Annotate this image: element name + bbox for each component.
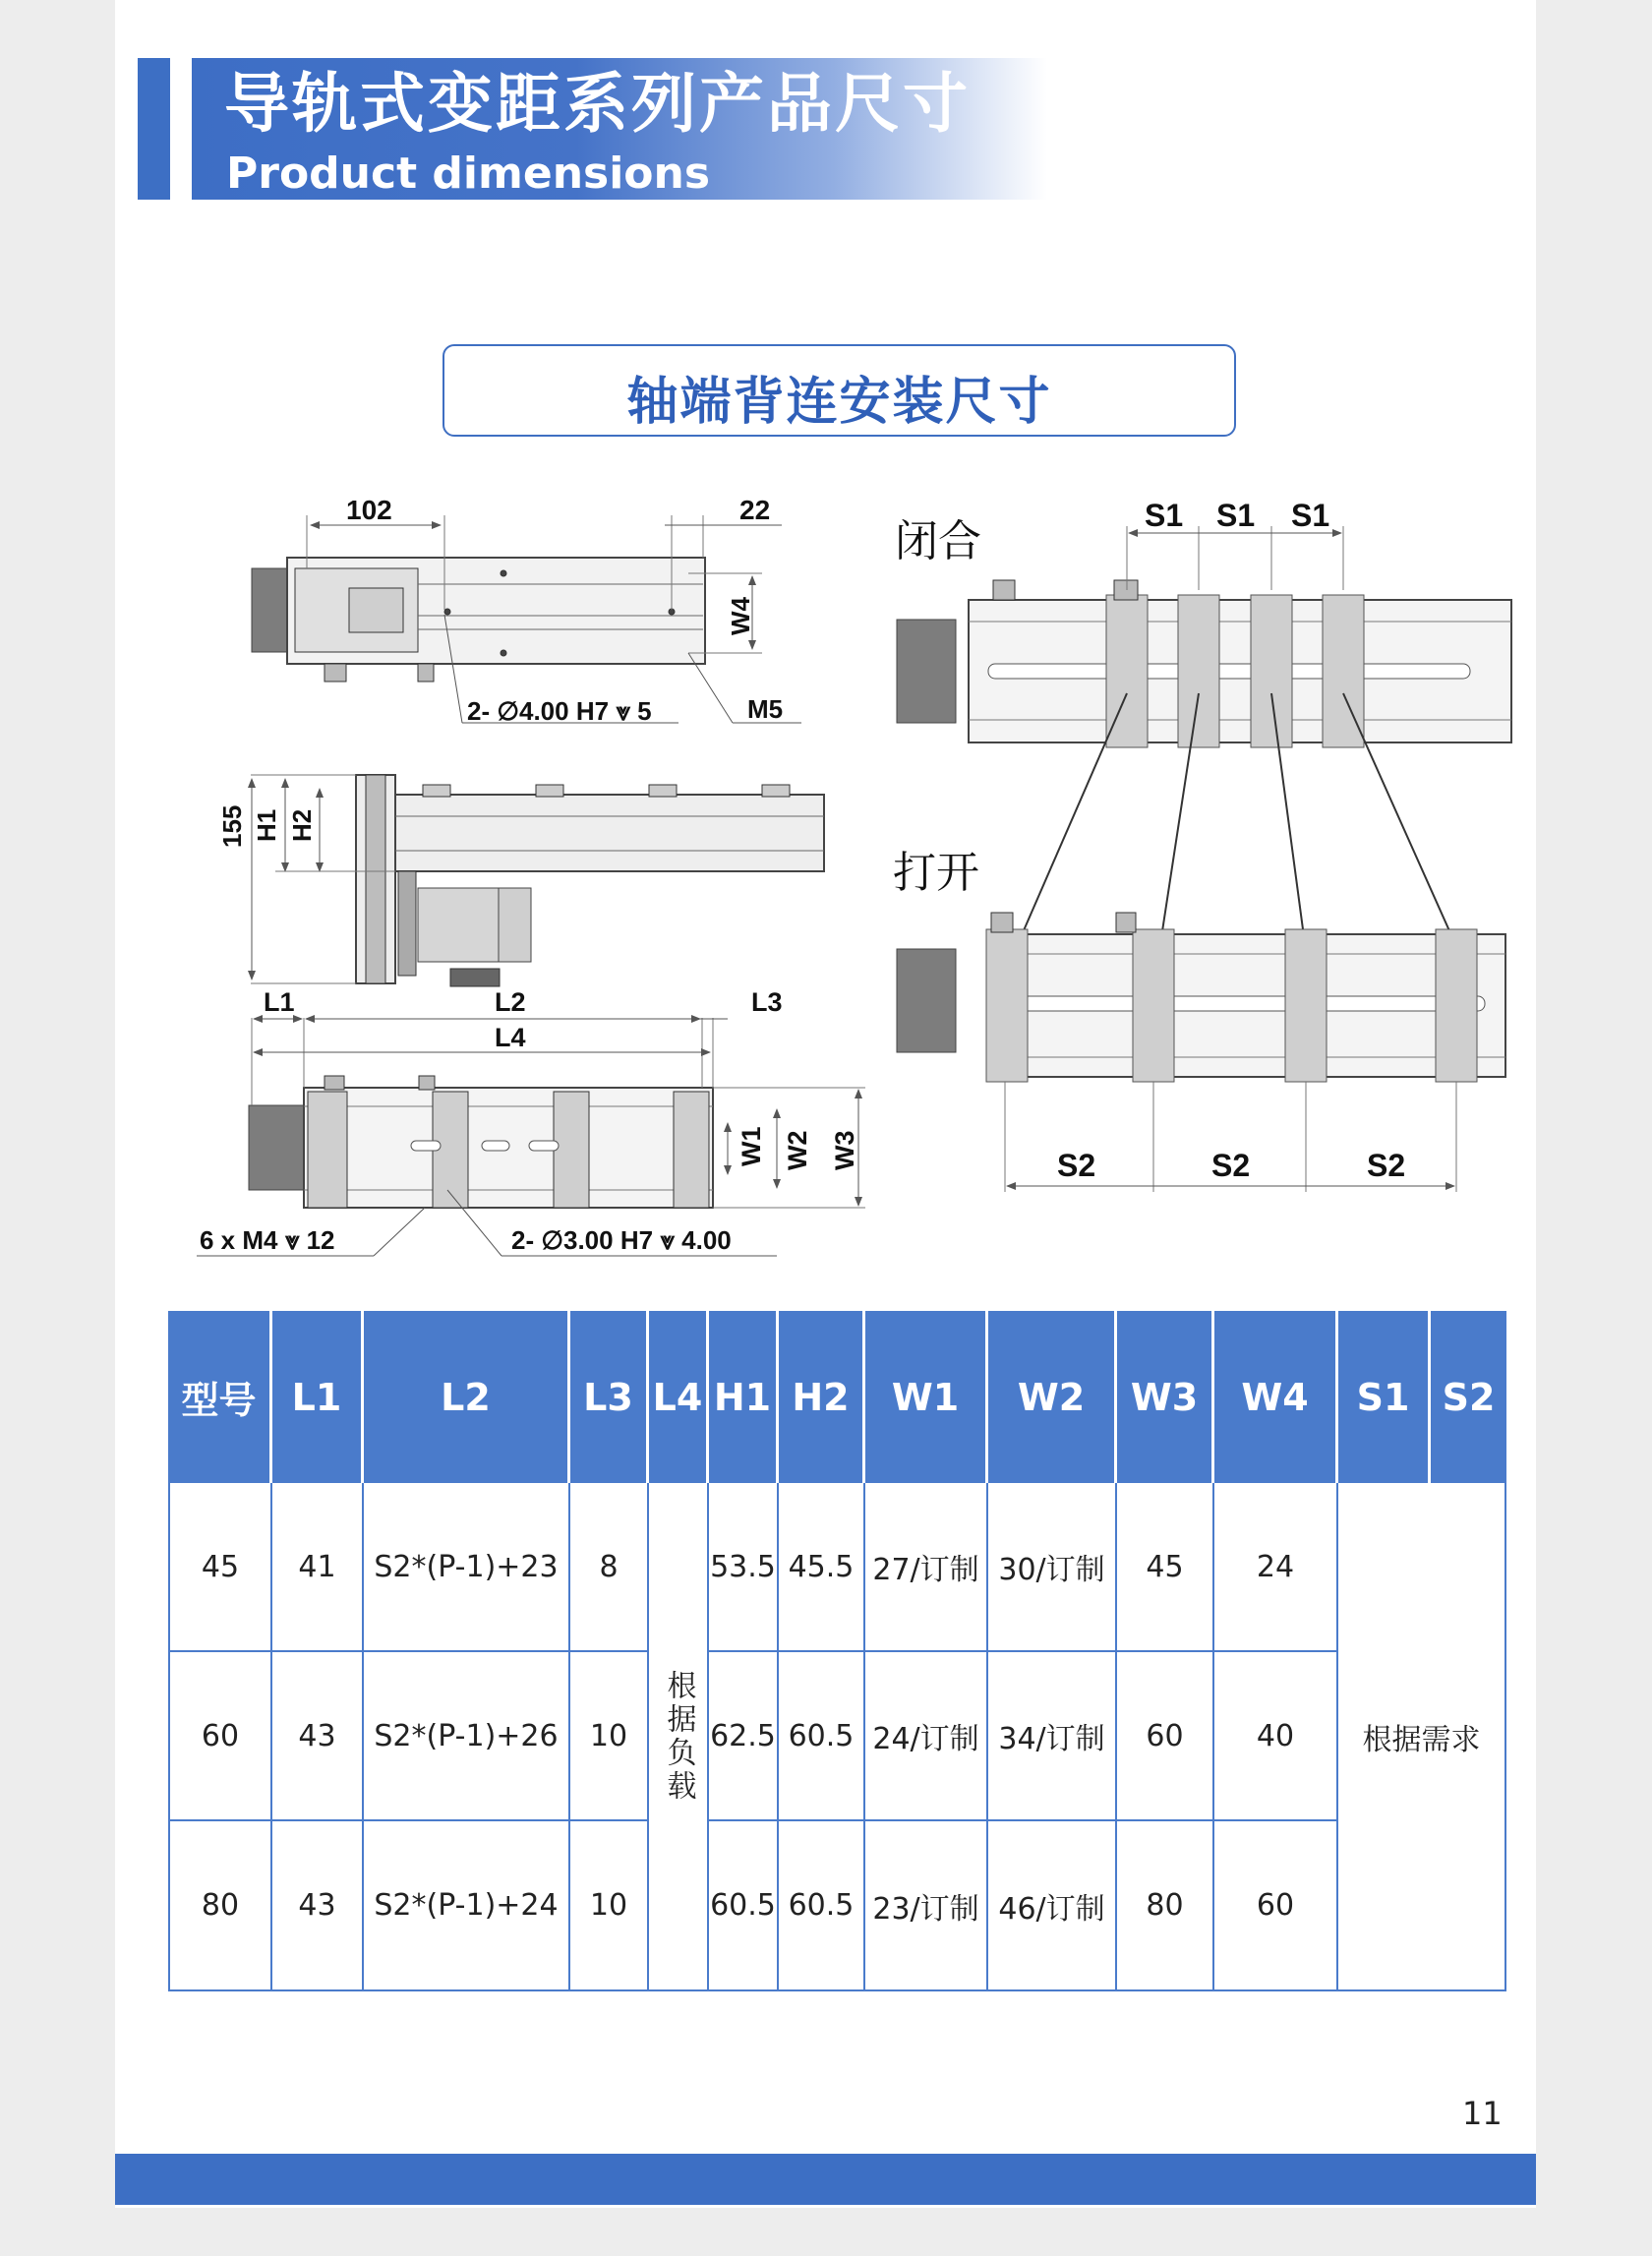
cell-model: 60 bbox=[168, 1652, 272, 1821]
cell-w3: 45 bbox=[1117, 1483, 1214, 1652]
dim-155: 155 bbox=[217, 804, 247, 848]
cell-s-merged: 根据需求 bbox=[1338, 1483, 1506, 1991]
cell-w4: 24 bbox=[1214, 1483, 1338, 1652]
cell-w2: 30/订制 bbox=[988, 1483, 1117, 1652]
page-number: 11 bbox=[1462, 2095, 1503, 2132]
closed-view-labels bbox=[895, 498, 1329, 565]
cell-l3: 8 bbox=[570, 1483, 649, 1652]
dim-w4-top: W4 bbox=[726, 597, 755, 635]
th-l4: L4 bbox=[649, 1311, 709, 1483]
side-view-labels bbox=[217, 805, 317, 848]
cell-w2: 46/订制 bbox=[988, 1821, 1117, 1991]
cell-l3: 10 bbox=[570, 1652, 649, 1821]
dim-s1-c: S1 bbox=[1291, 498, 1330, 533]
th-s1: S1 bbox=[1338, 1311, 1431, 1483]
th-l2: L2 bbox=[364, 1311, 570, 1483]
dim-s2-b: S2 bbox=[1211, 1148, 1251, 1183]
dim-102: 102 bbox=[346, 495, 392, 525]
cell-model: 45 bbox=[168, 1483, 272, 1652]
th-s2: S2 bbox=[1431, 1311, 1506, 1483]
cell-l2: S2*(P-1)+26 bbox=[364, 1652, 570, 1821]
cell-w2: 34/订制 bbox=[988, 1652, 1117, 1821]
note-hole-top: 2- ∅4.00 H7 ⩔ 5 bbox=[467, 696, 652, 726]
note-hole-bottom: 2- ∅3.00 H7 ⩔ 4.00 bbox=[511, 1225, 732, 1255]
cell-w4: 40 bbox=[1214, 1652, 1338, 1821]
label-closed: 闭合 bbox=[895, 517, 981, 565]
cell-l4-merged bbox=[649, 1483, 709, 1991]
th-l1: L1 bbox=[272, 1311, 364, 1483]
dim-s1-a: S1 bbox=[1145, 498, 1184, 533]
th-model: 型号 bbox=[168, 1311, 272, 1483]
page-title: 导轨式变距系列产品尺寸 bbox=[224, 66, 971, 142]
dim-l4: L4 bbox=[495, 1023, 526, 1052]
l4-merged-text: 根据负载 bbox=[661, 1669, 696, 1804]
cell-w3: 60 bbox=[1117, 1652, 1214, 1821]
cell-l2: S2*(P-1)+24 bbox=[364, 1821, 570, 1991]
label-open: 打开 bbox=[893, 849, 979, 897]
open-view bbox=[897, 913, 1505, 1192]
footer-bar bbox=[115, 2154, 1536, 2205]
cell-l1: 43 bbox=[272, 1821, 364, 1991]
section-title: 轴端背连安装尺寸 bbox=[626, 373, 1052, 432]
cell-h1: 62.5 bbox=[709, 1652, 779, 1821]
cell-w1: 27/订制 bbox=[865, 1483, 988, 1652]
th-w3: W3 bbox=[1117, 1311, 1214, 1483]
th-w2: W2 bbox=[988, 1311, 1117, 1483]
dim-22: 22 bbox=[739, 495, 771, 525]
dim-l2: L2 bbox=[495, 987, 526, 1017]
dim-s1-b: S1 bbox=[1216, 498, 1256, 533]
side-view bbox=[251, 775, 824, 986]
cell-l3: 10 bbox=[570, 1821, 649, 1991]
cell-l1: 43 bbox=[272, 1652, 364, 1821]
cell-h2: 45.5 bbox=[779, 1483, 865, 1652]
cell-w3: 80 bbox=[1117, 1821, 1214, 1991]
cell-w1: 24/订制 bbox=[865, 1652, 988, 1821]
cell-l1: 41 bbox=[272, 1483, 364, 1652]
th-l3: L3 bbox=[570, 1311, 649, 1483]
dim-h1: H1 bbox=[252, 808, 281, 842]
cell-l2: S2*(P-1)+23 bbox=[364, 1483, 570, 1652]
closed-view bbox=[897, 526, 1511, 944]
dim-s2-c: S2 bbox=[1367, 1148, 1406, 1183]
cell-h2: 60.5 bbox=[779, 1821, 865, 1991]
dim-l3: L3 bbox=[751, 987, 783, 1017]
dim-h2: H2 bbox=[287, 808, 317, 842]
note-m5: M5 bbox=[747, 694, 784, 724]
dimensions-table bbox=[168, 1311, 1506, 1991]
page-subtitle: Product dimensions bbox=[226, 148, 711, 199]
dim-w1: W1 bbox=[737, 1126, 766, 1166]
cell-w1: 23/订制 bbox=[865, 1821, 988, 1991]
cell-h1: 53.5 bbox=[709, 1483, 779, 1652]
th-w1: W1 bbox=[865, 1311, 988, 1483]
cell-w4: 60 bbox=[1214, 1821, 1338, 1991]
note-m4: 6 x M4 ⩔ 12 bbox=[200, 1225, 335, 1255]
th-h2: H2 bbox=[779, 1311, 865, 1483]
dim-w2: W2 bbox=[783, 1130, 812, 1170]
top-view bbox=[252, 515, 801, 723]
dim-s2-a: S2 bbox=[1057, 1148, 1096, 1183]
dim-w3: W3 bbox=[830, 1130, 859, 1170]
cell-h1: 60.5 bbox=[709, 1821, 779, 1991]
cell-h2: 60.5 bbox=[779, 1652, 865, 1821]
cell-model: 80 bbox=[168, 1821, 272, 1991]
dim-l1: L1 bbox=[264, 987, 295, 1017]
th-w4: W4 bbox=[1214, 1311, 1338, 1483]
th-h1: H1 bbox=[709, 1311, 779, 1483]
